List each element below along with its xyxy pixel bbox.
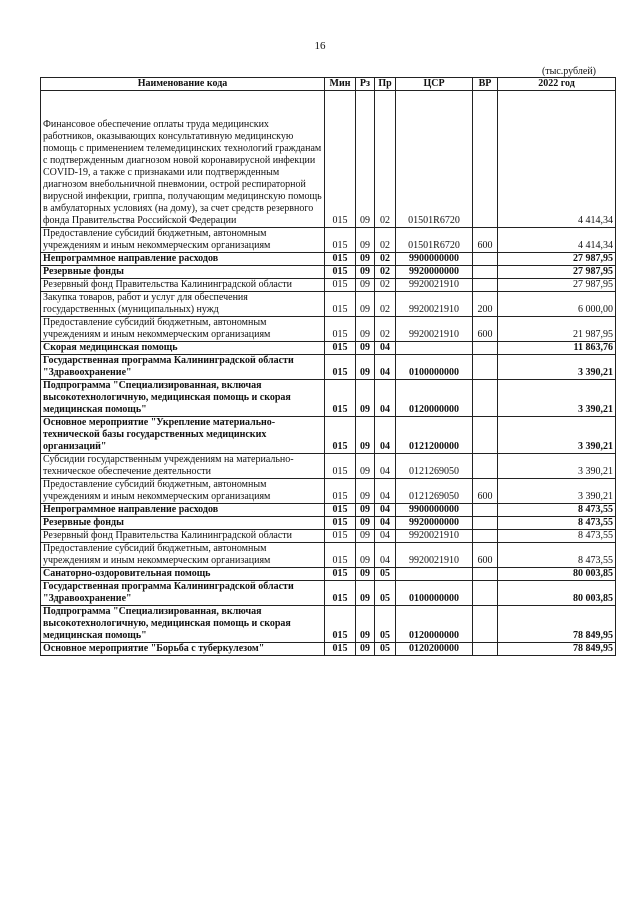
row-sum: 8 473,55 (498, 517, 616, 530)
row-vr (473, 530, 498, 543)
row-csr: 0120000000 (396, 380, 473, 417)
table-row (41, 91, 616, 228)
row-rz: 09 (356, 581, 375, 606)
row-vr (473, 266, 498, 279)
row-sum: 80 003,85 (498, 568, 616, 581)
row-min: 015 (325, 228, 356, 253)
table-body (41, 91, 616, 656)
row-vr: 600 (473, 228, 498, 253)
table-row (41, 279, 616, 292)
row-min: 015 (325, 543, 356, 568)
row-sum: 11 863,76 (498, 342, 616, 355)
header-year: 2022 год (498, 78, 616, 91)
row-pr: 04 (375, 417, 396, 454)
row-name: Подпрограмма "Специализированная, включая высокотехнологичную, медицинская помощь и скорая медицинская помощь" (41, 606, 325, 643)
row-csr (396, 342, 473, 355)
row-min: 015 (325, 568, 356, 581)
row-name: Резервные фонды (41, 517, 325, 530)
row-name: Непрограммное направление расходов (41, 504, 325, 517)
row-name: Резервный фонд Правительства Калининградской области (41, 279, 325, 292)
row-pr: 05 (375, 568, 396, 581)
header-rz: Рз (356, 78, 375, 91)
row-sum: 3 390,21 (498, 380, 616, 417)
row-name: Подпрограмма "Специализированная, включая высокотехнологичную, медицинская помощь и скорая медицинская помощь" (41, 380, 325, 417)
row-sum: 4 414,34 (498, 91, 616, 228)
row-name: Основное мероприятие "Укрепление материально-технической базы государственных медицинских организаций" (41, 417, 325, 454)
row-rz: 09 (356, 530, 375, 543)
row-min: 015 (325, 606, 356, 643)
row-sum: 27 987,95 (498, 253, 616, 266)
row-name: Закупка товаров, работ и услуг для обеспечения государственных (муниципальных) нужд (41, 292, 325, 317)
row-vr (473, 253, 498, 266)
row-csr: 9900000000 (396, 253, 473, 266)
row-rz: 09 (356, 317, 375, 342)
row-csr: 9920000000 (396, 266, 473, 279)
page-number: 16 (314, 40, 326, 52)
row-rz: 09 (356, 568, 375, 581)
row-min: 015 (325, 517, 356, 530)
row-csr: 9920021910 (396, 543, 473, 568)
row-min: 015 (325, 355, 356, 380)
row-name: Скорая медицинская помощь (41, 342, 325, 355)
row-pr: 04 (375, 504, 396, 517)
table-row (41, 568, 616, 581)
row-vr (473, 342, 498, 355)
row-pr: 04 (375, 479, 396, 504)
row-sum: 78 849,95 (498, 643, 616, 656)
table-row (41, 355, 616, 380)
row-name: Субсидии государственным учреждениям на материально-техническое обеспечение деятельности (41, 454, 325, 479)
row-pr: 05 (375, 581, 396, 606)
row-rz: 09 (356, 417, 375, 454)
row-sum: 27 987,95 (498, 279, 616, 292)
row-name: Предоставление субсидий бюджетным, автономным учреждениям и иным некоммерческим организациям (41, 317, 325, 342)
row-sum: 6 000,00 (498, 292, 616, 317)
row-pr: 04 (375, 355, 396, 380)
budget-table (40, 77, 616, 656)
row-csr: 0121269050 (396, 479, 473, 504)
table-row (41, 643, 616, 656)
row-sum: 8 473,55 (498, 504, 616, 517)
row-vr (473, 380, 498, 417)
table-header-row (41, 78, 616, 91)
header-vr: ВР (473, 78, 498, 91)
row-vr: 600 (473, 317, 498, 342)
row-rz: 09 (356, 517, 375, 530)
row-pr: 02 (375, 292, 396, 317)
row-min: 015 (325, 342, 356, 355)
row-sum: 21 987,95 (498, 317, 616, 342)
row-pr: 04 (375, 380, 396, 417)
row-name: Непрограммное направление расходов (41, 253, 325, 266)
row-sum: 4 414,34 (498, 228, 616, 253)
row-pr: 02 (375, 228, 396, 253)
row-csr: 9920021910 (396, 279, 473, 292)
table-row (41, 454, 616, 479)
row-min: 015 (325, 91, 356, 228)
row-csr: 0121269050 (396, 454, 473, 479)
row-min: 015 (325, 504, 356, 517)
row-rz: 09 (356, 380, 375, 417)
table-row (41, 292, 616, 317)
row-rz: 09 (356, 91, 375, 228)
header-name: Наименование кода (41, 78, 325, 91)
row-pr: 02 (375, 317, 396, 342)
row-sum: 78 849,95 (498, 606, 616, 643)
row-rz: 09 (356, 266, 375, 279)
row-vr (473, 417, 498, 454)
row-vr (473, 91, 498, 228)
row-csr (396, 568, 473, 581)
row-rz: 09 (356, 606, 375, 643)
row-name: Государственная программа Калининградской области "Здравоохранение" (41, 355, 325, 380)
row-min: 015 (325, 643, 356, 656)
row-name: Предоставление субсидий бюджетным, автономным учреждениям и иным некоммерческим организациям (41, 228, 325, 253)
row-name: Финансовое обеспечение оплаты труда медицинских работников, оказывающих консультативную медицинскую помощь с применением телемедицинских технологий гражданам с подтвержденным диагнозом новой коронавирусной инфекции COVID-19, а также с признаками или подтвержденным диагнозом внебольничной пневмонии, острой респираторной вирусной инфекции, гриппа, получающим медицинскую помощь в амбулаторных условиях (на дому), за счет средств резервного фонда Правительства Российской Федерации (41, 91, 325, 228)
row-min: 015 (325, 479, 356, 504)
row-pr: 04 (375, 543, 396, 568)
row-csr: 9920021910 (396, 530, 473, 543)
row-min: 015 (325, 253, 356, 266)
row-pr: 02 (375, 279, 396, 292)
row-name: Предоставление субсидий бюджетным, автономным учреждениям и иным некоммерческим организациям (41, 479, 325, 504)
table-row (41, 228, 616, 253)
row-vr (473, 568, 498, 581)
row-sum: 80 003,85 (498, 581, 616, 606)
table-row (41, 417, 616, 454)
row-sum: 3 390,21 (498, 479, 616, 504)
row-vr (473, 279, 498, 292)
row-name: Государственная программа Калининградской области "Здравоохранение" (41, 581, 325, 606)
table-row (41, 581, 616, 606)
row-sum: 3 390,21 (498, 417, 616, 454)
table-row (41, 543, 616, 568)
row-rz: 09 (356, 253, 375, 266)
table-row (41, 317, 616, 342)
row-csr: 0120000000 (396, 606, 473, 643)
row-min: 015 (325, 266, 356, 279)
row-min: 015 (325, 380, 356, 417)
row-vr (473, 504, 498, 517)
row-vr (473, 643, 498, 656)
row-vr (473, 581, 498, 606)
row-csr: 0100000000 (396, 355, 473, 380)
row-min: 015 (325, 292, 356, 317)
row-sum: 8 473,55 (498, 543, 616, 568)
row-sum: 3 390,21 (498, 454, 616, 479)
units-note: (тыс.рублей) (541, 66, 596, 77)
row-pr: 02 (375, 266, 396, 279)
row-pr: 04 (375, 517, 396, 530)
table-row (41, 504, 616, 517)
row-rz: 09 (356, 479, 375, 504)
row-rz: 09 (356, 543, 375, 568)
row-sum: 8 473,55 (498, 530, 616, 543)
row-csr: 9900000000 (396, 504, 473, 517)
row-min: 015 (325, 417, 356, 454)
row-pr: 04 (375, 342, 396, 355)
row-csr: 0120200000 (396, 643, 473, 656)
row-csr: 9920021910 (396, 292, 473, 317)
header-pr: Пр (375, 78, 396, 91)
row-rz: 09 (356, 355, 375, 380)
row-csr: 01501R6720 (396, 228, 473, 253)
row-pr: 04 (375, 530, 396, 543)
row-csr: 9920000000 (396, 517, 473, 530)
table-row (41, 479, 616, 504)
row-vr: 600 (473, 543, 498, 568)
row-vr (473, 454, 498, 479)
row-name: Санаторно-оздоровительная помощь (41, 568, 325, 581)
header-csr: ЦСР (396, 78, 473, 91)
row-pr: 02 (375, 253, 396, 266)
table-row (41, 253, 616, 266)
row-name: Основное мероприятие "Борьба с туберкулезом" (41, 643, 325, 656)
table-row (41, 342, 616, 355)
row-sum: 27 987,95 (498, 266, 616, 279)
row-vr (473, 355, 498, 380)
row-csr: 9920021910 (396, 317, 473, 342)
row-min: 015 (325, 317, 356, 342)
row-pr: 02 (375, 91, 396, 228)
row-pr: 05 (375, 606, 396, 643)
row-min: 015 (325, 454, 356, 479)
row-rz: 09 (356, 643, 375, 656)
row-csr: 01501R6720 (396, 91, 473, 228)
row-vr (473, 517, 498, 530)
row-min: 015 (325, 530, 356, 543)
row-vr: 600 (473, 479, 498, 504)
row-csr: 0121200000 (396, 417, 473, 454)
table-row (41, 266, 616, 279)
row-name: Предоставление субсидий бюджетным, автономным учреждениям и иным некоммерческим организациям (41, 543, 325, 568)
table-row (41, 530, 616, 543)
row-vr (473, 606, 498, 643)
row-rz: 09 (356, 228, 375, 253)
row-rz: 09 (356, 454, 375, 479)
row-pr: 05 (375, 643, 396, 656)
row-rz: 09 (356, 342, 375, 355)
row-csr: 0100000000 (396, 581, 473, 606)
row-sum: 3 390,21 (498, 355, 616, 380)
row-min: 015 (325, 581, 356, 606)
row-name: Резервные фонды (41, 266, 325, 279)
row-vr: 200 (473, 292, 498, 317)
header-min: Мин (325, 78, 356, 91)
row-rz: 09 (356, 292, 375, 317)
row-rz: 09 (356, 504, 375, 517)
row-pr: 04 (375, 454, 396, 479)
table-row (41, 380, 616, 417)
table-row (41, 517, 616, 530)
row-min: 015 (325, 279, 356, 292)
row-rz: 09 (356, 279, 375, 292)
row-name: Резервный фонд Правительства Калининградской области (41, 530, 325, 543)
table-row (41, 606, 616, 643)
